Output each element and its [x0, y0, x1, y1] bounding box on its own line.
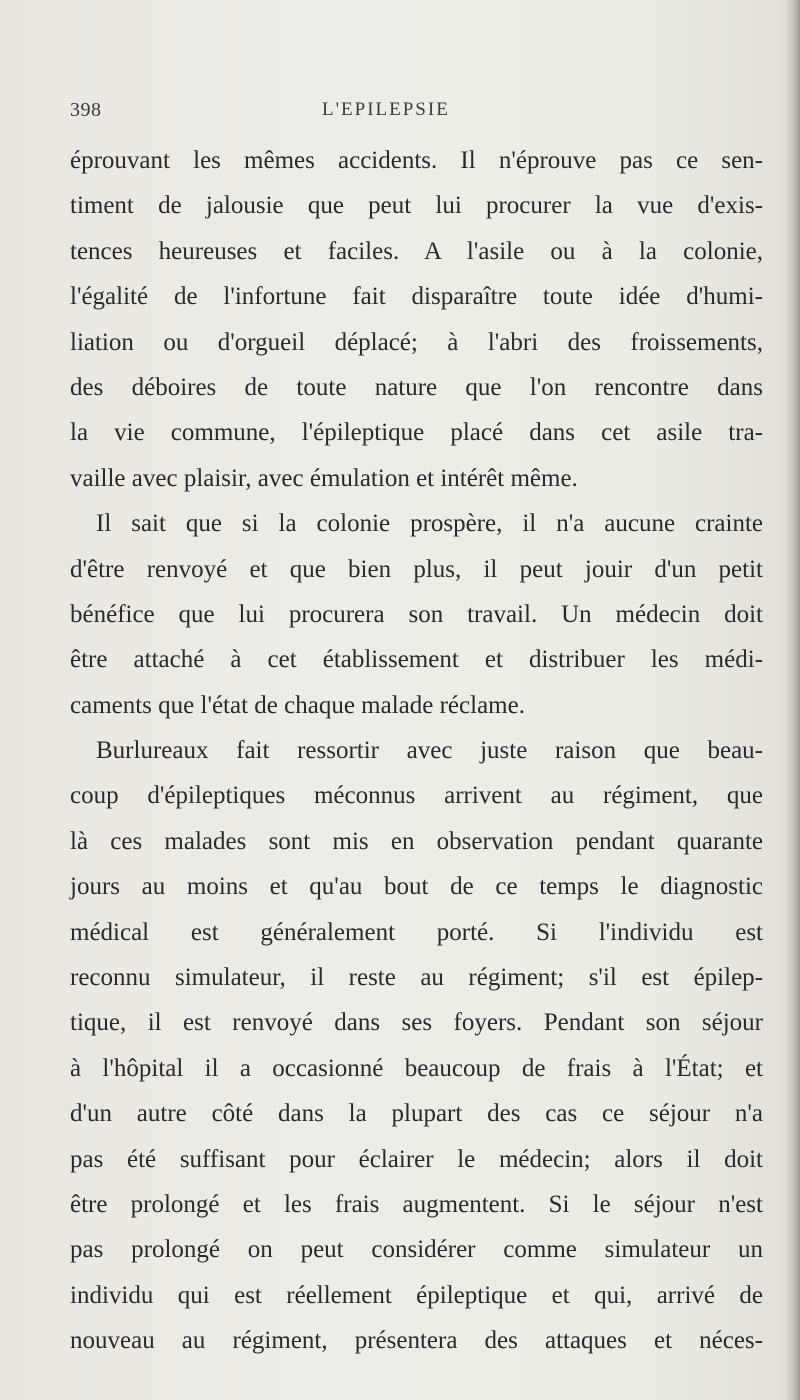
text-line: éprouvant les mêmes accidents. Il n'éprouve pas ce sen-	[70, 147, 763, 174]
text-line: liation ou d'orgueil déplacé; à l'abri des froissements,	[70, 328, 763, 356]
text-line: d'un autre côté dans la plupart des cas ce séjour n'a	[70, 1100, 763, 1128]
text-line: timent de jalousie que peut lui procurer la vue d'exis-	[70, 192, 763, 220]
text-line: à l'hôpital il a occasionné beaucoup de frais à l'État; et	[70, 1054, 763, 1082]
text-line: être attaché à cet établissement et distribuer les médi-	[70, 646, 763, 674]
text-line: pas prolongé on peut considérer comme simulateur un	[70, 1236, 763, 1264]
text-line: jours au moins et qu'au bout de ce temps le diagnostic	[70, 873, 763, 901]
text-line: la vie commune, l'épileptique placé dans cet asile tra-	[70, 419, 763, 447]
text-line: vaille avec plaisir, avec émulation et intérêt même.	[70, 464, 578, 492]
text-line: d'être renvoyé et que bien plus, il peut jouir d'un petit	[70, 555, 763, 583]
text-line: reconnu simulateur, il reste au régiment; s'il est épilep-	[70, 964, 763, 992]
text-line: tences heureuses et faciles. A l'asile ou à la colonie,	[70, 237, 763, 265]
running-head: L'EPILEPSIE	[322, 99, 450, 120]
text-line: coup d'épileptiques méconnus arrivent au régiment, que	[70, 782, 763, 810]
text-line: caments que l'état de chaque malade réclame.	[70, 691, 525, 719]
page-number: 398	[70, 99, 102, 121]
text-line: Il sait que si la colonie prospère, il n'a aucune crainte	[96, 510, 763, 538]
page-edge-shadow	[786, 0, 800, 1400]
text-line: nouveau au régiment, présentera des attaques et néces-	[70, 1327, 763, 1355]
text-line: pas été suffisant pour éclairer le médecin; alors il doit	[70, 1145, 763, 1173]
page-header	[0, 99, 800, 129]
text-line: Burlureaux fait ressortir avec juste raison que beau-	[96, 737, 763, 765]
body-text	[70, 138, 763, 1364]
text-line: individu qui est réellement épileptique et qui, arrivé de	[70, 1281, 763, 1309]
text-line: médical est généralement porté. Si l'individu est	[70, 918, 763, 946]
text-line: bénéfice que lui procurera son travail. Un médecin doit	[70, 600, 763, 628]
text-line: être prolongé et les frais augmentent. Si le séjour n'est	[70, 1190, 763, 1218]
text-line: l'égalité de l'infortune fait disparaître toute idée d'humi-	[70, 283, 763, 311]
text-line: des déboires de toute nature que l'on rencontre dans	[70, 373, 763, 401]
text-line: tique, il est renvoyé dans ses foyers. Pendant son séjour	[70, 1009, 763, 1037]
text-line: là ces malades sont mis en observation pendant quarante	[70, 827, 763, 855]
